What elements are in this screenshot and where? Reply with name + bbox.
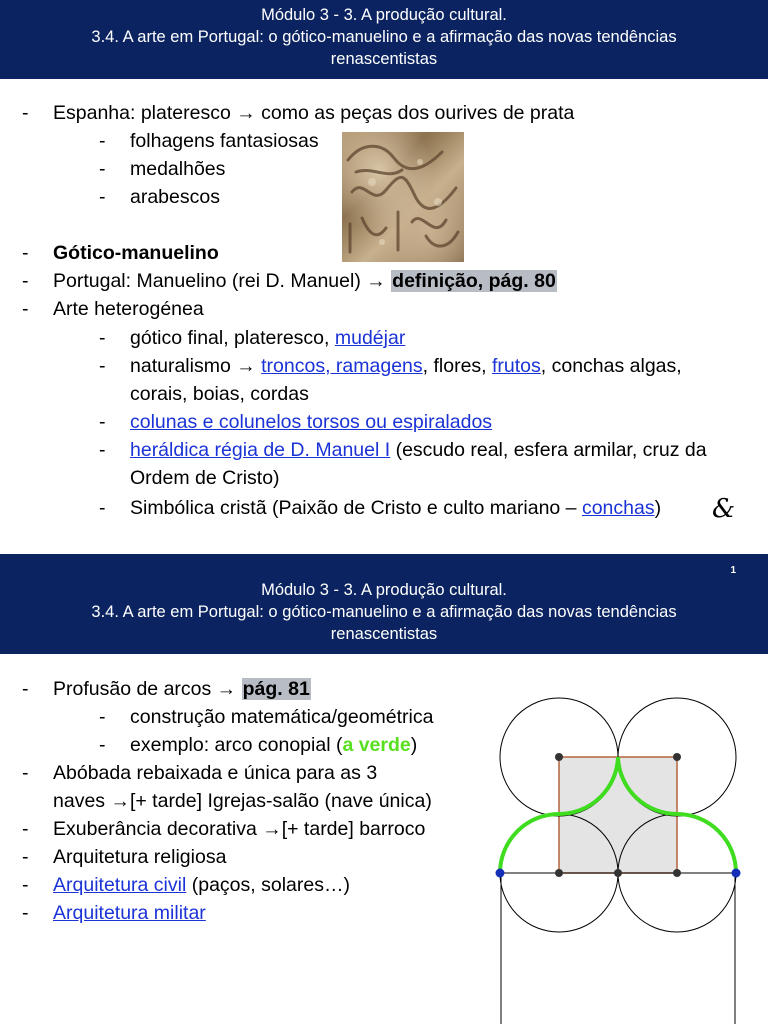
- slide-header: [0, 0, 768, 79]
- link-colunas-torsos[interactable]: colunas e colunelos torsos ou espiralados: [130, 411, 493, 433]
- page-number: 1: [730, 565, 736, 576]
- page-reference-highlight: definição, pág. 80: [392, 270, 556, 292]
- header-line-3: renascentistas: [330, 625, 438, 643]
- header-line-1: Módulo 3 - 3. A produção cultural.: [261, 581, 507, 599]
- point: [673, 753, 681, 761]
- slide-gap: [0, 534, 768, 554]
- link-arquitetura-militar[interactable]: Arquitetura militar: [53, 902, 206, 924]
- page-reference-highlight: pág. 81: [242, 678, 310, 700]
- arabic-calligraphy-carving-photo: [342, 132, 464, 262]
- slide-2: Módulo 3 - 3. A produção cultural. 3.4. A arte em Portugal: o gótico-manuelino e a afirmação das novas tendências renascentistas 1 - Profusão de arcos → pág. 81 - construção matemática/geométrica - exemplo: arco conopial (a verde) - Abóbada rebaixada e única para as 3 naves →[+ tarde] Igrejas-salão (nave única) - Exuberância decorativa →[+ tarde] barroco - Arquitetura religiosa - Arquitetura civil (paços, solares…) - Arquitetura militar: [0, 554, 768, 1024]
- bullet-text: Espanha: plateresco → como as peças dos ourives de prata: [53, 102, 575, 124]
- header-line-3: renascentistas: [330, 50, 438, 68]
- construction-square: [559, 757, 677, 873]
- header-line-2: 3.4. A arte em Portugal: o gótico-manuelino e a afirmação das novas tendências: [91, 603, 677, 621]
- point-left: [496, 869, 505, 878]
- point: [614, 869, 622, 877]
- link-heraldica-regia[interactable]: heráldica régia de D. Manuel I: [130, 439, 391, 461]
- carving-pattern-icon: [342, 132, 464, 262]
- header-line-2: 3.4. A arte em Portugal: o gótico-manuelino e a afirmação das novas tendências: [91, 28, 677, 46]
- slide-1: Módulo 3 - 3. A produção cultural. 3.4. A arte em Portugal: o gótico-manuelino e a afirmação das novas tendências renascentistas - Espanha: plateresco → como as peças dos ourives de prata - folhagens fantasiosas - medalhões - arabescos - Gótico-manuelino - Portugal: Manuelino (rei D. Manuel) → definição, pág. 80 - Arte heterogénea - gótico final, plateresco, mudéjar - naturalismo → troncos, ramagens, flores, frutos, conchas algas, corais, boias, cordas - colunas e colunelos torsos ou espiralados - heráldica régia de D. Manuel I (escudo real, esfera armilar, cruz da Ordem de Cristo) - Simbólica cristã (Paixão de Cristo e culto mariano – conchas) &: [0, 0, 768, 534]
- ampersand-icon: &: [712, 494, 736, 524]
- ogee-arch-diagram: [490, 690, 750, 1024]
- link-mudejar[interactable]: mudéjar: [334, 327, 406, 349]
- point: [673, 869, 681, 877]
- green-label: a verde: [342, 734, 411, 756]
- slide-header: [0, 554, 768, 654]
- link-frutos[interactable]: frutos: [492, 355, 541, 377]
- link-arquitetura-civil[interactable]: Arquitetura civil: [53, 874, 187, 896]
- header-line-1: Módulo 3 - 3. A produção cultural.: [261, 6, 507, 24]
- point: [555, 869, 563, 877]
- point: [555, 753, 563, 761]
- point-right: [732, 869, 741, 878]
- link-conchas[interactable]: conchas: [581, 497, 655, 519]
- link-troncos-ramagens[interactable]: troncos, ramagens: [261, 355, 423, 377]
